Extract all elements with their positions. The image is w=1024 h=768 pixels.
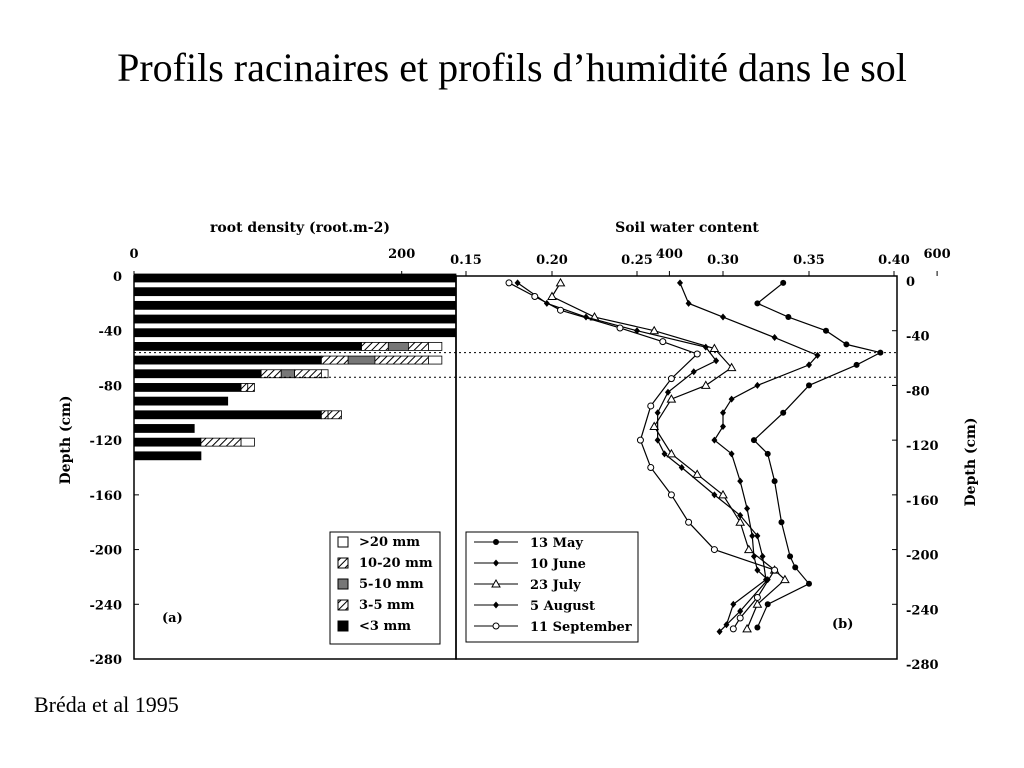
panel-b-y-tick-label: -240 — [906, 603, 939, 619]
panel-a-legend-swatch — [338, 600, 348, 610]
root-density-bar — [134, 452, 201, 460]
root-density-bar — [375, 356, 429, 364]
panel-a-legend-swatch — [338, 621, 348, 631]
panel-a-y-tick-label: -40 — [98, 324, 122, 340]
data-point-marker — [778, 519, 784, 525]
data-point-marker — [806, 382, 812, 388]
root-density-bar — [134, 411, 321, 419]
data-point-marker — [780, 280, 786, 286]
root-density-bar — [261, 370, 281, 378]
slide-title: Profils racinaires et profils d’humidité dans le sol — [117, 45, 907, 90]
root-density-bar — [134, 397, 228, 405]
panel-a-y-tick-label: -280 — [89, 653, 122, 668]
data-point-marker — [515, 279, 521, 286]
panel-a-label: (a) — [162, 611, 183, 626]
data-point-marker — [660, 339, 666, 345]
panel-b-y-tick-label: -200 — [906, 548, 939, 564]
panel-a-legend-label: 5-10 mm — [359, 577, 424, 592]
data-point-marker — [691, 368, 697, 375]
data-point-marker — [648, 403, 654, 409]
data-point-marker — [730, 626, 736, 632]
data-point-marker — [765, 601, 771, 607]
panel-a-legend-label: >20 mm — [359, 535, 421, 550]
root-density-bar — [134, 370, 261, 378]
data-point-marker — [749, 532, 755, 539]
data-point-marker — [668, 376, 674, 382]
data-point-marker — [737, 478, 743, 485]
panel-a-x-tick-label: 0 — [129, 247, 139, 262]
panel-a-x-tick-label: 600 — [923, 247, 951, 262]
panel-b-x-axis-label: Soil water content — [615, 220, 759, 236]
root-density-bar — [134, 288, 456, 296]
panel-b-legend-label: 13 May — [530, 536, 583, 551]
panel-a-x-axis-label: root density (root.m-2) — [210, 220, 390, 236]
data-point-marker — [754, 300, 760, 306]
data-point-marker — [493, 539, 499, 545]
panel-b-label: (b) — [832, 617, 854, 632]
data-point-marker — [787, 553, 793, 559]
data-point-marker — [792, 564, 798, 570]
data-point-marker — [665, 389, 671, 396]
root-density-bar — [388, 342, 408, 350]
root-density-bar — [321, 370, 328, 378]
root-density-bar — [348, 356, 375, 364]
panel-a-y-tick-label: -200 — [89, 543, 122, 559]
data-point-marker — [655, 437, 661, 444]
panel-b-y-tick-label: -280 — [906, 658, 939, 673]
panel-a-y-axis-label: Depth (cm) — [58, 395, 74, 485]
data-point-marker — [754, 625, 760, 631]
panel-b-x-tick-label: 0.20 — [536, 253, 568, 268]
data-point-marker — [751, 437, 757, 443]
root-density-bar — [362, 342, 389, 350]
root-density-bar — [134, 383, 241, 391]
root-density-bar — [134, 329, 455, 337]
citation: Bréda et al 1995 — [34, 692, 179, 717]
data-point-marker — [702, 381, 710, 388]
data-point-marker — [744, 505, 750, 512]
data-point-marker — [877, 350, 883, 356]
data-point-marker — [662, 450, 668, 457]
data-point-marker — [772, 478, 778, 484]
panel-a-y-tick-label: -120 — [89, 434, 122, 450]
panel-b-y-tick-label: -40 — [906, 329, 930, 345]
data-point-marker — [617, 325, 623, 331]
root-density-bar — [328, 411, 341, 419]
data-point-marker — [493, 623, 499, 629]
data-point-marker — [655, 409, 661, 416]
data-point-marker — [806, 581, 812, 587]
data-point-marker — [686, 519, 692, 525]
panel-b-x-tick-label: 0.30 — [707, 253, 739, 268]
panel-b-x-tick-label: 0.35 — [793, 253, 825, 268]
root-density-bar — [248, 383, 255, 391]
data-point-marker — [548, 293, 556, 300]
root-density-bar — [295, 370, 322, 378]
data-point-marker — [677, 279, 683, 286]
root-density-bar — [428, 342, 441, 350]
panel-b-x-tick-label: 0.25 — [621, 253, 653, 268]
panel-b-x-tick-label: 0.40 — [878, 253, 910, 268]
data-point-marker — [854, 362, 860, 368]
data-point-marker — [637, 437, 643, 443]
panel-a-legend-label: <3 mm — [359, 619, 411, 634]
series-line — [680, 283, 818, 632]
panel-a-legend-label: 3-5 mm — [359, 598, 415, 613]
panel-b-y-tick-label: -120 — [906, 439, 939, 455]
panel-b-x-tick-label: 0.15 — [450, 253, 482, 268]
data-point-marker — [823, 328, 829, 334]
root-density-bar — [134, 315, 456, 323]
root-density-bar — [281, 370, 294, 378]
root-density-bar — [428, 356, 441, 364]
data-point-marker — [711, 547, 717, 553]
panel-a-y-tick-label: -80 — [98, 379, 122, 395]
root-density-bar — [134, 342, 362, 350]
panel-b-y-tick-label: 0 — [906, 275, 916, 290]
panel-a-legend-swatch — [338, 537, 348, 547]
data-point-marker — [668, 492, 674, 498]
data-point-marker — [720, 314, 726, 321]
data-point-marker — [772, 567, 778, 573]
root-density-bar — [201, 438, 241, 446]
panel-b-y-tick-label: -160 — [906, 493, 939, 509]
data-point-marker — [754, 594, 760, 600]
data-point-marker — [745, 546, 753, 553]
data-point-marker — [694, 351, 700, 357]
root-density-bar — [134, 356, 321, 364]
panel-b-y-tick-label: -80 — [906, 384, 930, 400]
data-point-marker — [648, 465, 654, 471]
panel-b-legend-label: 23 July — [530, 578, 581, 593]
panel-b-legend-label: 11 September — [530, 620, 632, 635]
data-point-marker — [843, 341, 849, 347]
data-point-marker — [743, 625, 751, 632]
panel-b-legend-label: 10 June — [530, 557, 586, 572]
panel-a-x-tick-label: 400 — [655, 247, 683, 262]
panel-a-y-tick-label: -240 — [89, 598, 122, 614]
panel-b-y-axis-label: Depth (cm) — [963, 417, 979, 507]
root-density-bar — [134, 274, 456, 282]
data-point-marker — [650, 422, 658, 429]
root-density-bar — [134, 301, 456, 309]
panel-a-legend-label: 10-20 mm — [359, 556, 433, 571]
root-density-bar — [408, 342, 428, 350]
data-point-marker — [754, 382, 760, 389]
data-point-marker — [686, 300, 692, 307]
root-density-bar — [321, 356, 348, 364]
root-density-bar — [241, 383, 248, 391]
panel-a-legend-swatch — [338, 558, 348, 568]
data-point-marker — [730, 601, 736, 608]
panel-a-y-tick-label: 0 — [112, 270, 122, 285]
data-point-marker — [558, 307, 564, 313]
data-point-marker — [729, 450, 735, 457]
root-density-bar — [134, 424, 194, 432]
data-point-marker — [506, 280, 512, 286]
panel-b-legend-label: 5 August — [530, 599, 595, 614]
panel-a-y-tick-label: -160 — [89, 488, 122, 504]
data-point-marker — [532, 294, 538, 300]
data-point-marker — [667, 450, 675, 457]
root-density-bar — [321, 411, 328, 419]
data-point-marker — [557, 279, 565, 286]
data-point-marker — [772, 334, 778, 341]
panel-a-legend-swatch — [338, 579, 348, 589]
series-line — [754, 283, 880, 628]
data-point-marker — [765, 451, 771, 457]
data-point-marker — [785, 314, 791, 320]
data-point-marker — [780, 410, 786, 416]
panel-a-x-tick-label: 200 — [388, 247, 416, 262]
root-density-bar — [241, 438, 254, 446]
data-point-marker — [737, 615, 743, 621]
root-density-bar — [134, 438, 201, 446]
